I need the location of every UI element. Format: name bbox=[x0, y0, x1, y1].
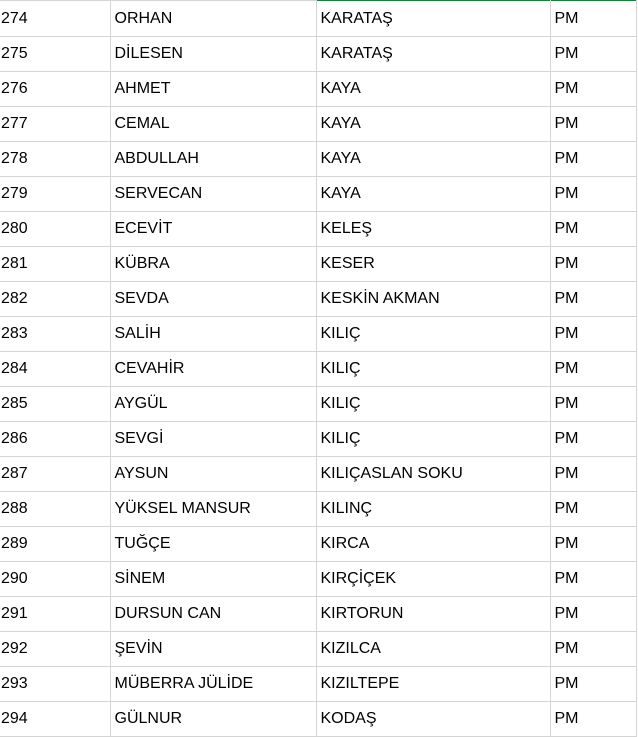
cell-first-name[interactable]: SERVECAN bbox=[110, 177, 316, 212]
table-row bbox=[0, 282, 636, 317]
cell-code[interactable]: PM bbox=[550, 1, 636, 37]
cell-row-number[interactable]: 288 bbox=[0, 492, 110, 527]
cell-row-number[interactable]: 283 bbox=[0, 317, 110, 352]
cell-first-name[interactable]: SEVDA bbox=[110, 282, 316, 317]
cell-row-number[interactable]: 282 bbox=[0, 282, 110, 317]
cell-first-name[interactable]: AHMET bbox=[110, 72, 316, 107]
cell-code[interactable]: PM bbox=[550, 422, 636, 457]
cell-row-number[interactable]: 276 bbox=[0, 72, 110, 107]
cell-row-number[interactable]: 292 bbox=[0, 632, 110, 667]
cell-row-number[interactable]: 293 bbox=[0, 667, 110, 702]
cell-code[interactable]: PM bbox=[550, 317, 636, 352]
cell-first-name[interactable]: SİNEM bbox=[110, 562, 316, 597]
table-row bbox=[0, 107, 636, 142]
cell-row-number[interactable]: 277 bbox=[0, 107, 110, 142]
cell-code[interactable]: PM bbox=[550, 667, 636, 702]
table-row bbox=[0, 527, 636, 562]
cell-surname[interactable]: KIRTORUN bbox=[316, 597, 550, 632]
table-row bbox=[0, 492, 636, 527]
grid-body bbox=[0, 1, 636, 737]
cell-code[interactable]: PM bbox=[550, 702, 636, 737]
cell-first-name[interactable]: ABDULLAH bbox=[110, 142, 316, 177]
cell-surname[interactable]: KIRÇİÇEK bbox=[316, 562, 550, 597]
table-row bbox=[0, 667, 636, 702]
cell-first-name[interactable]: YÜKSEL MANSUR bbox=[110, 492, 316, 527]
cell-row-number[interactable]: 285 bbox=[0, 387, 110, 422]
cell-code[interactable]: PM bbox=[550, 282, 636, 317]
cell-surname[interactable]: KILIÇASLAN SOKU bbox=[316, 457, 550, 492]
cell-first-name[interactable]: ŞEVİN bbox=[110, 632, 316, 667]
cell-surname[interactable]: KODAŞ bbox=[316, 702, 550, 737]
table-row bbox=[0, 212, 636, 247]
cell-first-name[interactable]: AYGÜL bbox=[110, 387, 316, 422]
cell-first-name[interactable]: ECEVİT bbox=[110, 212, 316, 247]
cell-surname[interactable]: KESKİN AKMAN bbox=[316, 282, 550, 317]
cell-code[interactable]: PM bbox=[550, 37, 636, 72]
cell-first-name[interactable]: MÜBERRA JÜLİDE bbox=[110, 667, 316, 702]
cell-first-name[interactable]: AYSUN bbox=[110, 457, 316, 492]
cell-code[interactable]: PM bbox=[550, 107, 636, 142]
table-row bbox=[0, 1, 636, 37]
cell-code[interactable]: PM bbox=[550, 352, 636, 387]
table-row bbox=[0, 317, 636, 352]
table-row bbox=[0, 177, 636, 212]
table-row bbox=[0, 457, 636, 492]
cell-code[interactable]: PM bbox=[550, 177, 636, 212]
cell-code[interactable]: PM bbox=[550, 212, 636, 247]
cell-row-number[interactable]: 275 bbox=[0, 37, 110, 72]
cell-code[interactable]: PM bbox=[550, 457, 636, 492]
cell-code[interactable]: PM bbox=[550, 562, 636, 597]
cell-code[interactable]: PM bbox=[550, 142, 636, 177]
cell-surname[interactable]: KELEŞ bbox=[316, 212, 550, 247]
table-row bbox=[0, 632, 636, 667]
table-row bbox=[0, 702, 636, 737]
cell-first-name[interactable]: CEVAHİR bbox=[110, 352, 316, 387]
cell-row-number[interactable]: 294 bbox=[0, 702, 110, 737]
table-row bbox=[0, 422, 636, 457]
cell-first-name[interactable]: SEVGİ bbox=[110, 422, 316, 457]
table-row bbox=[0, 562, 636, 597]
cell-row-number[interactable]: 287 bbox=[0, 457, 110, 492]
cell-surname[interactable]: KILIÇ bbox=[316, 317, 550, 352]
cell-code[interactable]: PM bbox=[550, 387, 636, 422]
cell-row-number[interactable]: 274 bbox=[0, 1, 110, 37]
cell-surname[interactable]: KARATAŞ bbox=[316, 1, 550, 37]
cell-surname[interactable]: KILINÇ bbox=[316, 492, 550, 527]
table-row bbox=[0, 72, 636, 107]
cell-row-number[interactable]: 289 bbox=[0, 527, 110, 562]
table-row bbox=[0, 142, 636, 177]
cell-surname[interactable]: KAYA bbox=[316, 72, 550, 107]
cell-code[interactable]: PM bbox=[550, 632, 636, 667]
cell-row-number[interactable]: 284 bbox=[0, 352, 110, 387]
cell-code[interactable]: PM bbox=[550, 72, 636, 107]
cell-first-name[interactable]: SALİH bbox=[110, 317, 316, 352]
cell-row-number[interactable]: 290 bbox=[0, 562, 110, 597]
table-row bbox=[0, 387, 636, 422]
cell-row-number[interactable]: 281 bbox=[0, 247, 110, 282]
cell-first-name[interactable]: GÜLNUR bbox=[110, 702, 316, 737]
cell-surname[interactable]: KIZILCA bbox=[316, 632, 550, 667]
cell-surname[interactable]: KILIÇ bbox=[316, 352, 550, 387]
cell-surname[interactable]: KARATAŞ bbox=[316, 37, 550, 72]
table-row bbox=[0, 247, 636, 282]
table-row bbox=[0, 37, 636, 72]
cell-row-number[interactable]: 278 bbox=[0, 142, 110, 177]
cell-code[interactable]: PM bbox=[550, 247, 636, 282]
cell-first-name[interactable]: DİLESEN bbox=[110, 37, 316, 72]
cell-surname[interactable]: KIRCA bbox=[316, 527, 550, 562]
cell-first-name[interactable]: ORHAN bbox=[110, 1, 316, 37]
cell-surname[interactable]: KAYA bbox=[316, 177, 550, 212]
cell-row-number[interactable]: 286 bbox=[0, 422, 110, 457]
cell-row-number[interactable]: 279 bbox=[0, 177, 110, 212]
cell-surname[interactable]: KAYA bbox=[316, 142, 550, 177]
cell-code[interactable]: PM bbox=[550, 527, 636, 562]
cell-code[interactable]: PM bbox=[550, 492, 636, 527]
cell-row-number[interactable]: 280 bbox=[0, 212, 110, 247]
cell-row-number[interactable]: 291 bbox=[0, 597, 110, 632]
cell-first-name[interactable]: TUĞÇE bbox=[110, 527, 316, 562]
cell-first-name[interactable]: KÜBRA bbox=[110, 247, 316, 282]
table-row bbox=[0, 352, 636, 387]
cell-first-name[interactable]: DURSUN CAN bbox=[110, 597, 316, 632]
cell-surname[interactable]: KAYA bbox=[316, 107, 550, 142]
table-row bbox=[0, 597, 636, 632]
cell-surname[interactable]: KESER bbox=[316, 247, 550, 282]
cell-surname[interactable]: KILIÇ bbox=[316, 422, 550, 457]
cell-code[interactable]: PM bbox=[550, 597, 636, 632]
cell-first-name[interactable]: CEMAL bbox=[110, 107, 316, 142]
cell-surname[interactable]: KIZILTEPE bbox=[316, 667, 550, 702]
cell-surname[interactable]: KILIÇ bbox=[316, 387, 550, 422]
